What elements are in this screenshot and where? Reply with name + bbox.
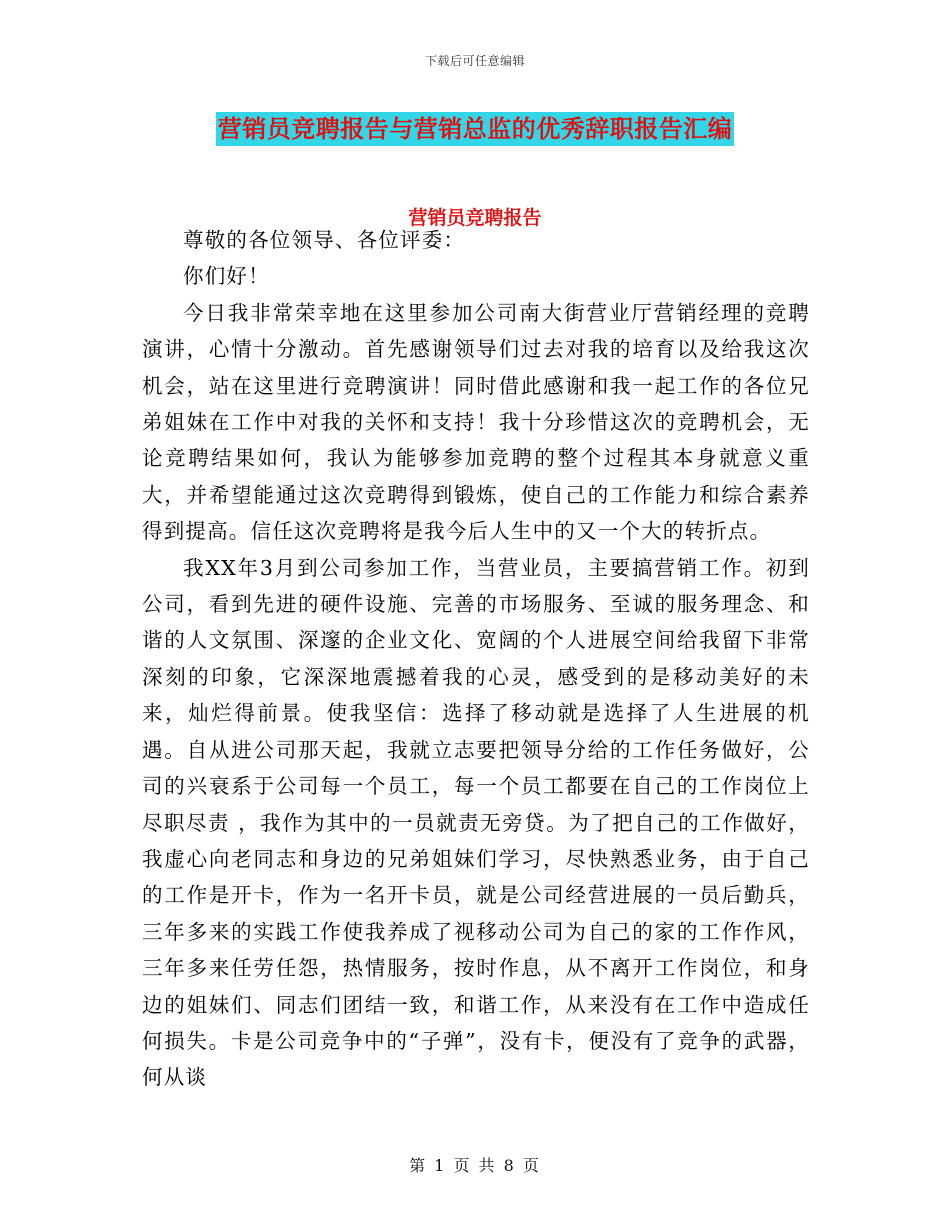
page-number: 第 1 页 共 8 页: [409, 1156, 541, 1175]
paragraph: 今日我非常荣幸地在这里参加公司南大街营业厅营销经理的竞聘演讲，心情十分激动。首先感谢领导们过去对我的培育以及给我这次机会，站在这里进行竞聘演讲！同时借此感谢和我一起工作的各位兄弟姐妹在工作中对我的关怀和支持！我十分珍惜这次的竞聘机会，无论竞聘结果如何，我认为能够参加竞聘的整个过程其本身就意义重大，并希望能通过这次竞聘得到锻炼，使自己的工作能力和综合素养得到提高。信任这次竞聘将是我今后人生中的又一个大的转折点。: [142, 300, 810, 544]
paragraph: 我XX年3月到公司参加工作，当营业员，主要搞营销工作。初到公司，看到先进的硬件设施、完善的市场服务、至诚的服务理念、和谐的人文氛围、深邃的企业文化、宽阔的个人进展空间给我留下非常深刻的印象，它深深地震撼着我的心灵，感受到的是移动美好的未来，灿烂得前景。使我坚信：选择了移动就是选择了人生进展的机遇。自从进公司那天起，我就立志要把领导分给的工作任务做好，公司的兴衰系于公司每一个员工，每一个员工都要在自己的工作岗位上尽职尽责 ，我作为其中的一员就责无旁贷。为了把自己的工作做好，我虚心向老同志和身边的兄弟姐妹们学习，尽快熟悉业务，由于自己的工作是开卡，作为一名开卡员，就是公司经营进展的一员后勤兵，三年多来的实践工作使我养成了视移动公司为自己的家的工作作风，三年多来任劳任怨，热情服务，按时作息，从不离开工作岗位，和身边的姐妹们、同志们团结一致，和谐工作，从来没有在工作中造成任何损失。卡是公司竞争中的“子弹”，没有卡，便没有了竞争的武器，何从谈: [142, 555, 810, 1090]
salutation: 尊敬的各位领导、各位评委：: [183, 228, 466, 252]
greeting: 你们好！: [183, 264, 270, 289]
section-title: 营销员竞聘报告: [408, 207, 542, 229]
document-title: 营销员竞聘报告与营销总监的优秀辞职报告汇编: [216, 112, 735, 146]
page-header-note: 下载后可任意编辑: [424, 54, 525, 68]
document-title-container: [0, 112, 950, 146]
document-body: [142, 222, 810, 1096]
